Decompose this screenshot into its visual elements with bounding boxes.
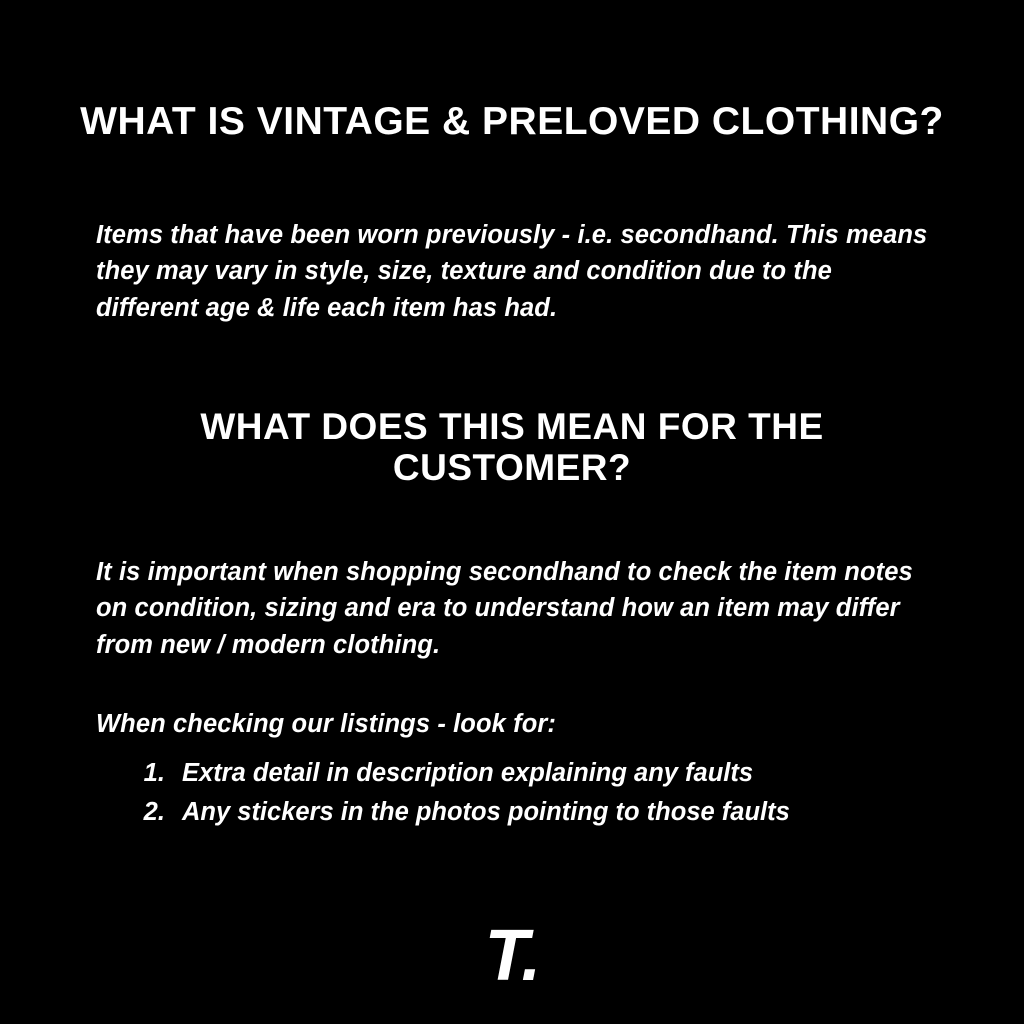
list-item: 1. Extra detail in description explaining any faults [172,754,972,793]
checklist [120,754,972,832]
section-title-customer: WHAT DOES THIS MEAN FOR THE CUSTOMER? [200,405,824,489]
page-title: WHAT IS VINTAGE & PRELOVED CLOTHING? [80,100,944,144]
definition-paragraph: Items that have been worn previously - i.e. secondhand. This means they may vary in style, size, texture and condition due to the different age & life each item has had. [96,220,928,322]
brand-logo-mark: T. [484,916,540,996]
advice-paragraph: It is important when shopping secondhand to check the item notes on condition, sizing and era to understand how an item may differ from new / modern clothing. [96,557,913,659]
brand-logo [0,916,1024,996]
checklist-lead-in: When checking our listings - look for: [96,709,556,738]
list-item: 2. Any stickers in the photos pointing to those faults [172,793,972,832]
